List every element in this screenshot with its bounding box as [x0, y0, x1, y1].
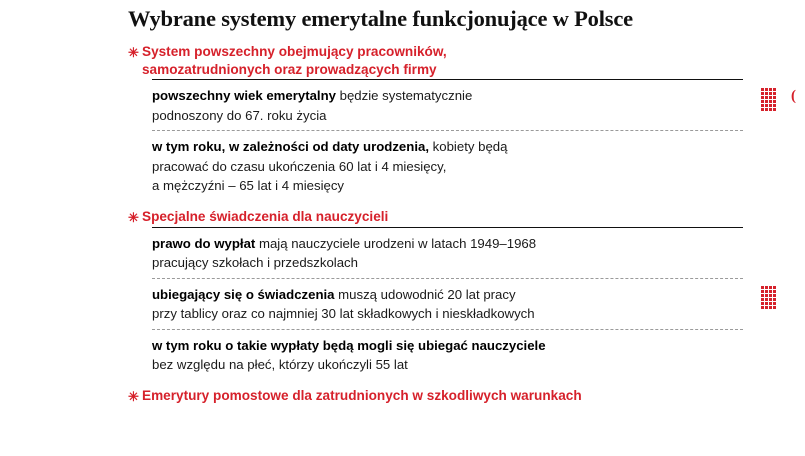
section-heading-1: [128, 43, 743, 79]
entry-1-2-line3: a mężczyźni – 65 lat i 4 miesięcy: [152, 178, 345, 193]
section-heading-2-text: [142, 208, 743, 226]
section-heading-1-line2: samozatrudnionych oraz prowadzących firmy: [142, 62, 437, 77]
entry-2-1-line1: mają nauczyciele urodzeni w latach 1949–1968: [255, 235, 537, 251]
section-bullet-icon: ✳: [128, 388, 139, 404]
entry-1-2: [152, 131, 743, 201]
entry-2-3: [152, 330, 743, 380]
section-heading-1-line1: System powszechny obejmujący pracowników,: [142, 44, 447, 59]
section-heading-1-text: [142, 43, 743, 79]
section-heading-2-line1: Specjalne świadczenia dla nauczycieli: [142, 208, 389, 224]
section-bullet-icon: ✳: [128, 45, 139, 60]
entry-2-2: [152, 279, 743, 329]
entry-2-3-line2: bez względu na płeć, którzy ukończyli 55 lat: [152, 357, 408, 372]
content-column: [128, 0, 743, 406]
entry-1-1-lead: powszechny wiek emerytalny: [152, 88, 336, 103]
entry-2-1-line2: pracujący szkołach i przedszkolach: [152, 255, 358, 270]
entry-2-2-line1: muszą udowodnić 20 lat pracy: [334, 286, 516, 302]
dotted-square-decoration-icon: [761, 286, 777, 308]
entry-1-1-line2: podnoszony do 67. roku życia: [152, 107, 327, 123]
entry-1-2-lead: w tym roku, w zależności od daty urodzenia,: [152, 139, 429, 154]
section-bullet-icon: ✳: [128, 209, 139, 225]
section-heading-2: [128, 208, 743, 227]
entry-1-2-line2: pracować do czasu ukończenia 60 lat i 4 miesięcy,: [152, 158, 447, 174]
section-heading-3-text: [142, 387, 743, 405]
entry-2-2-lead: ubiegający się o świadczenia: [152, 286, 335, 302]
dotted-square-decoration-icon: [761, 88, 777, 110]
page-title: Wybrane systemy emerytalne funkcjonujące w Polsce: [128, 6, 633, 31]
section-heading-3: [128, 387, 743, 406]
section-heading-3-line1: Emerytury pomostowe dla zatrudnionych w szkodliwych warunkach: [142, 387, 582, 403]
entry-1-1-line1: będzie systematycznie: [335, 88, 473, 103]
entry-2-2-line2: przy tablicy oraz co najmniej 30 lat składkowych i nieskładkowych: [152, 306, 535, 321]
entry-2-1: [152, 228, 743, 278]
entry-1-1: [152, 80, 743, 130]
entry-2-1-lead: prawo do wypłat: [152, 235, 256, 251]
entry-1-2-line1: kobiety będą: [429, 139, 508, 154]
partial-glyph-decoration-icon: (: [791, 88, 796, 104]
entry-2-3-lead: w tym roku o takie wypłaty będą mogli się ubiegać nauczyciele: [152, 337, 546, 353]
